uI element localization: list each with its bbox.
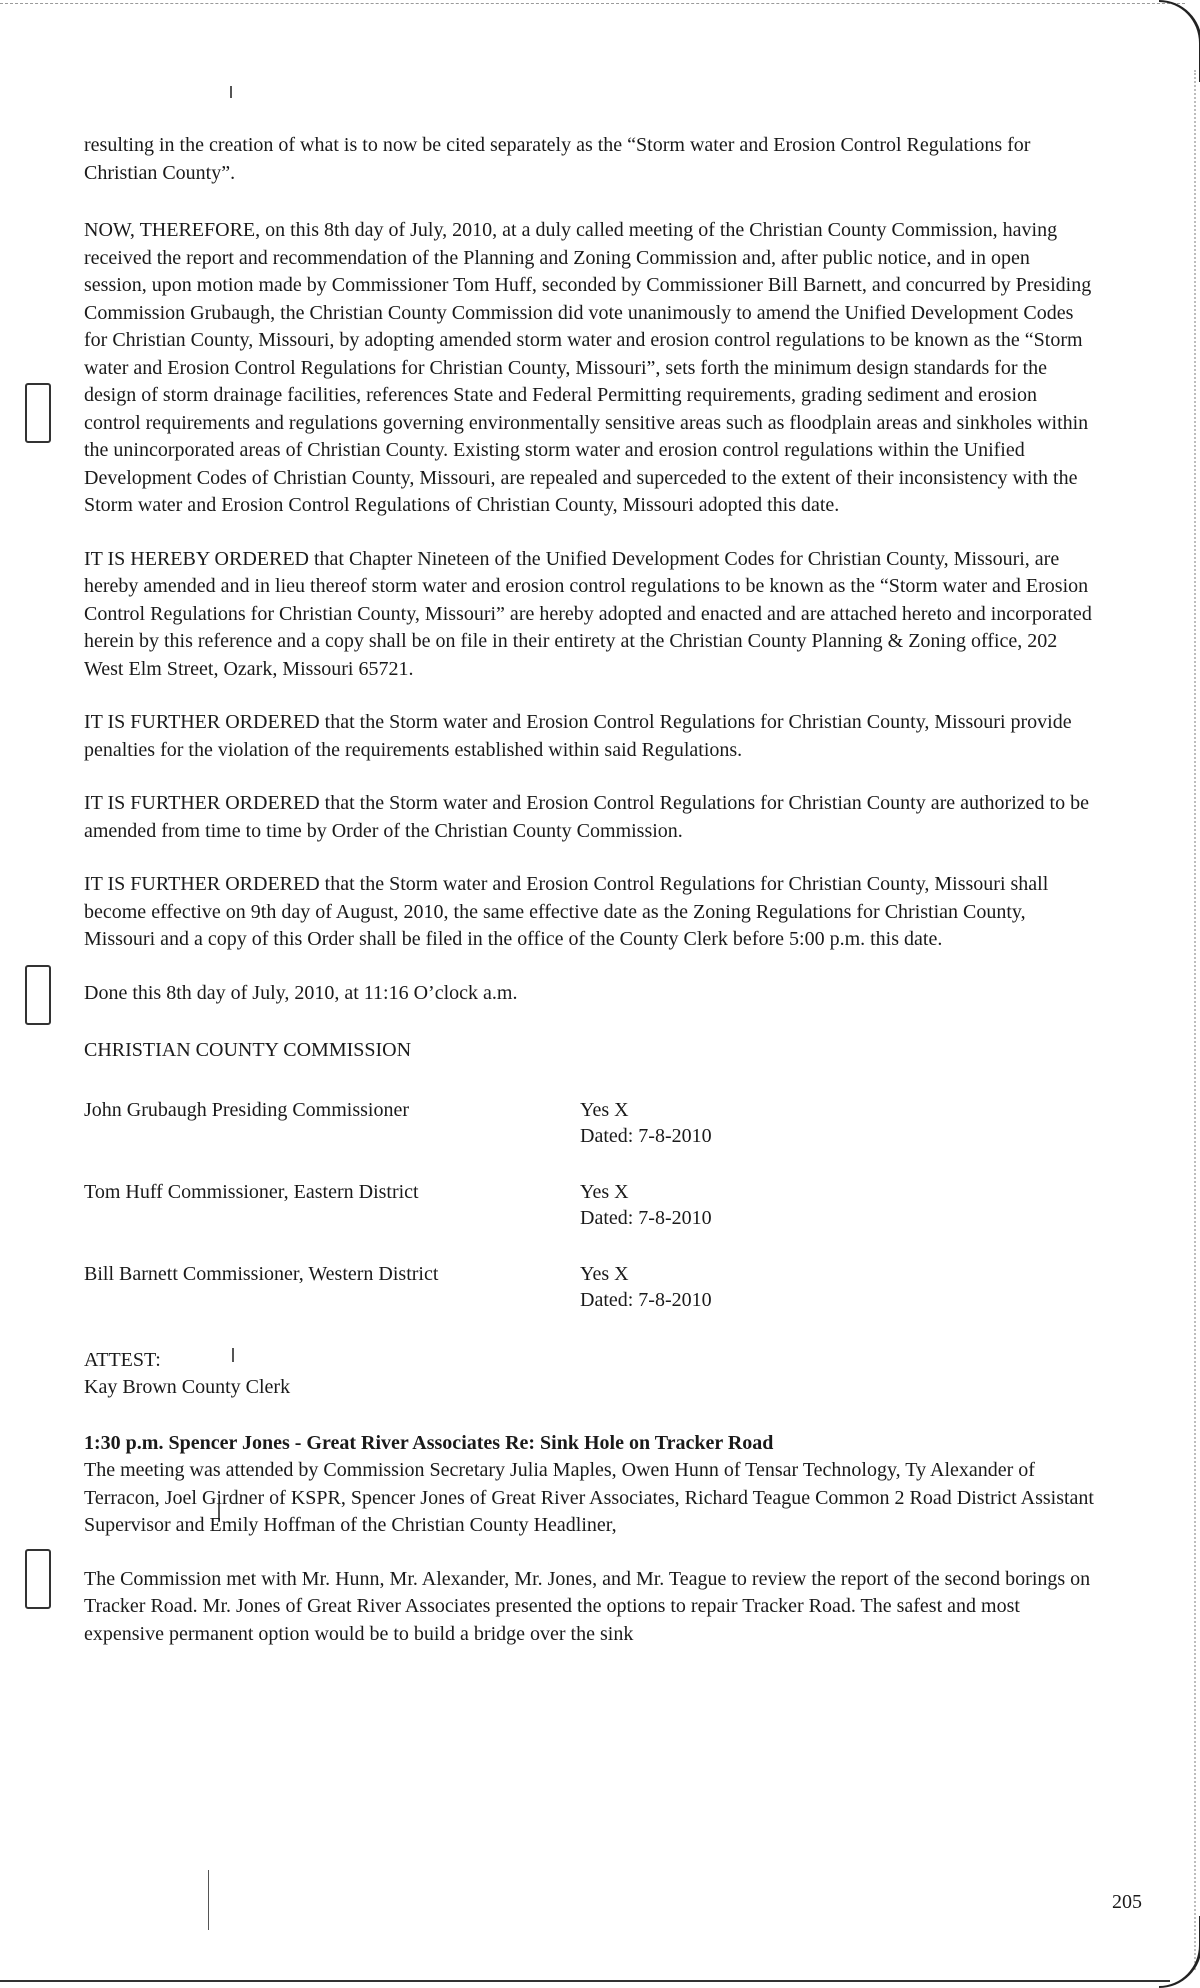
signatory-name: Tom Huff Commissioner, Eastern District	[84, 1180, 419, 1203]
vote-value: Yes X	[580, 1262, 629, 1285]
attest-name: Kay Brown County Clerk	[84, 1376, 291, 1398]
signatory-name: John Grubaugh Presiding Commissioner	[84, 1098, 409, 1121]
signatory-name: Bill Barnett Commissioner, Western District	[84, 1262, 439, 1285]
signature-row	[84, 1261, 1094, 1313]
vote-block	[580, 1097, 712, 1149]
punch-hole-middle	[25, 965, 51, 1025]
attest-label: ATTEST:	[84, 1348, 161, 1371]
scan-right-edge	[1194, 70, 1196, 1970]
scan-top-edge	[0, 3, 1185, 4]
vote-date: Dated: 7-8-2010	[580, 1206, 712, 1229]
scan-bottom-edge	[0, 1980, 1170, 1982]
meeting-section	[84, 1430, 1094, 1540]
vote-value: Yes X	[580, 1180, 629, 1203]
punch-hole-bottom	[25, 1549, 51, 1609]
vote-value: Yes X	[580, 1098, 629, 1121]
paragraph-amendments: IT IS FURTHER ORDERED that the Storm water and Erosion Control Regulations for Christian County are authorized to be amended from time to time by Order of the Christian County Commission.	[84, 792, 1089, 842]
scan-corner-curl-bottom	[1159, 1916, 1200, 1988]
paragraph-effective-date: IT IS FURTHER ORDERED that the Storm water and Erosion Control Regulations for Christian County, Missouri shall become effective on 9th day of August, 2010, the same effective date as the Zoning Regulations for Christian County, Missouri and a copy of this Order shall be filed in the office of the County Clerk before 5:00 p.m. this date.	[84, 873, 1049, 950]
signature-row	[84, 1097, 1094, 1149]
commission-title: CHRISTIAN COUNTY COMMISSION	[84, 1039, 412, 1061]
paragraph-done: Done this 8th day of July, 2010, at 11:16 O’clock a.m.	[84, 981, 518, 1004]
meeting-discussion: The Commission met with Mr. Hunn, Mr. Alexander, Mr. Jones, and Mr. Teague to review the report of the second borings on Tracker Road. Mr. Jones of Great River Associates presented the options to repair Tracker Road. The safest and most expensive permanent option would be to build a bridge over the sink	[84, 1567, 1091, 1645]
attest-block	[84, 1347, 1094, 1402]
paragraph-hereby-ordered: IT IS HEREBY ORDERED that Chapter Nineteen of the Unified Development Codes for Christian County, Missouri, are hereby amended and in lieu thereof storm water and erosion control regulations to be known as the “Storm water and Erosion Control Regulations for Christian County, Missouri” are hereby adopted and enacted and are attached hereto and incorporated herein by this reference and a copy shall be on file in their entirety at the Christian County Planning & Zoning office, 202 West Elm Street, Ozark, Missouri 65721.	[84, 547, 1092, 680]
signature-row	[84, 1179, 1094, 1231]
vote-block	[580, 1179, 712, 1231]
meeting-heading: 1:30 p.m. Spencer Jones - Great River Associates Re: Sink Hole on Tracker Road	[84, 1431, 774, 1454]
paragraph-now-therefore: NOW, THEREFORE, on this 8th day of July, 2010, at a duly called meeting of the Christian County Commission, having received the report and recommendation of the Planning and Zoning Commission and, after public notice, and in open session, upon motion made by Commissioner Tom Huff, seconded by Commissioner Bill Barnett, and concurred by Presiding Commission Grubaugh, the Christian County Commission did vote unanimously to amend the Unified Development Codes for Christian County, Missouri, by adopting amended storm water and erosion control regulations to be known as the “Storm water and Erosion Control Regulations for Christian County, Missouri”, sets forth the minimum design standards for the design of storm drainage facilities, references State and Federal Permitting requirements, grading sediment and erosion control requirements and regulations governing environmentally sensitive areas such as floodplain areas and sinkholes within the unincorporated areas of Christian County. Existing storm water and erosion control regulations within the Unified Development Codes of Christian County, Missouri, are repealed and superceded to the extent of their inconsistency with the Storm water and Erosion Control Regulations of Christian County, Missouri adopted this date.	[84, 219, 1092, 516]
paragraph-penalties: IT IS FURTHER ORDERED that the Storm water and Erosion Control Regulations for Christian County, Missouri provide penalties for the violation of the requirements established within said Regulations.	[84, 711, 1072, 761]
punch-hole-top	[25, 383, 51, 443]
vote-date: Dated: 7-8-2010	[580, 1124, 712, 1147]
vote-block	[580, 1261, 712, 1313]
page-number: 205	[1112, 1891, 1142, 1913]
meeting-attendance: The meeting was attended by Commission Secretary Julia Maples, Owen Hunn of Tensar Technology, Ty Alexander of Terracon, Joel Girdner of KSPR, Spencer Jones of Great River Associates, Richard Teague Common 2 Road District Assistant Supervisor and Emily Hoffman of the Christian County Headliner,	[84, 1459, 1094, 1536]
document-body	[84, 132, 1094, 1674]
paragraph-intro: resulting in the creation of what is to now be cited separately as the “Storm water and Erosion Control Regulations for Christian County”.	[84, 134, 1031, 184]
scan-mark	[230, 86, 232, 98]
vote-date: Dated: 7-8-2010	[580, 1288, 712, 1311]
scan-mark	[208, 1870, 209, 1930]
